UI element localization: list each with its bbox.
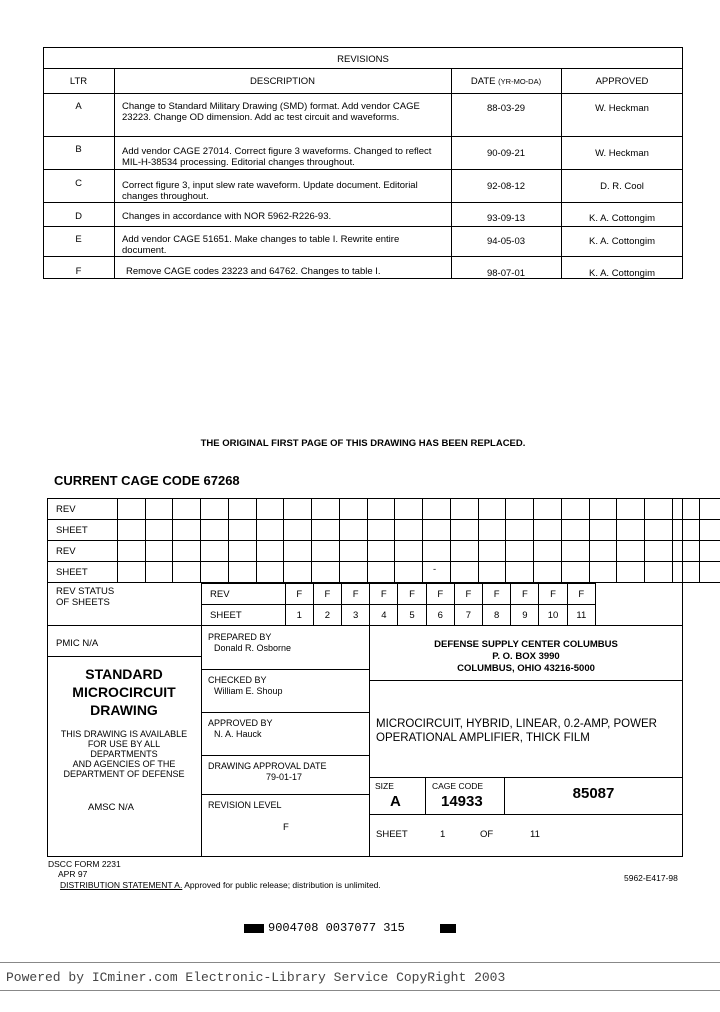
rev-row-date: 88-03-29 xyxy=(486,103,526,114)
sheet-cell: 8 xyxy=(483,605,511,626)
header-date-label: DATE xyxy=(470,76,496,87)
availability-line: DEPARTMENTS xyxy=(90,749,158,759)
drawing-title xyxy=(376,717,657,745)
rev-cell: F xyxy=(370,584,398,605)
document-id: 5962-E417-98 xyxy=(624,873,678,883)
rev-row-description: Add vendor CAGE 51651. Make changes to table I. Rewrite entire document. xyxy=(122,234,400,256)
rev-row-approved: K. A. Cottongim xyxy=(588,236,655,247)
banner-top-line xyxy=(0,962,720,963)
rev-row-description: Remove CAGE codes 23223 and 64762. Changes to table I. xyxy=(126,266,381,277)
rev-status-sheet-row xyxy=(202,605,596,626)
divider xyxy=(43,68,683,69)
divider xyxy=(201,669,369,670)
size-label: SIZE xyxy=(375,781,394,791)
barcode-block-left xyxy=(244,924,264,933)
sheet-label: SHEET xyxy=(376,829,408,840)
header-date xyxy=(451,76,561,87)
of-label: OF xyxy=(480,829,494,840)
divider xyxy=(47,656,201,657)
header-date-format: (YR-MO-DA) xyxy=(498,77,542,86)
rev-cell: F xyxy=(285,584,313,605)
form-id: DSCC FORM 2231 xyxy=(48,859,121,869)
barcode-block-right xyxy=(440,924,456,933)
divider xyxy=(114,68,115,279)
drawing-title-line: OPERATIONAL AMPLIFIER, THICK FILM xyxy=(376,732,590,744)
standard-title xyxy=(47,665,201,719)
rev-row-approved: K. A. Cottongim xyxy=(588,268,655,279)
standard-line: MICROCIRCUIT xyxy=(72,684,176,700)
rev-status-rev-row xyxy=(202,584,596,605)
approval-date: 79-01-17 xyxy=(266,772,303,782)
rev-cell: F xyxy=(313,584,341,605)
size-value: A xyxy=(390,793,401,810)
standard-line: DRAWING xyxy=(90,702,158,718)
upper-status-grid xyxy=(47,498,720,583)
dscc-line: P. O. BOX 3990 xyxy=(492,651,560,662)
divider xyxy=(43,202,683,203)
sheet-cell: 4 xyxy=(370,605,398,626)
divider xyxy=(201,794,369,795)
divider xyxy=(451,68,452,279)
sheet-number: 1 xyxy=(440,829,446,840)
revision-level: F xyxy=(283,822,289,833)
drawing-title-line: MICROCIRCUIT, HYBRID, LINEAR, 0.2-AMP, POWER xyxy=(376,718,657,730)
rev-row-approved: W. Heckman xyxy=(595,148,649,159)
rev-cell: F xyxy=(539,584,567,605)
status-row-sheet xyxy=(48,562,720,583)
divider xyxy=(201,712,369,713)
rev-status-label xyxy=(56,586,114,608)
availability-line: FOR USE BY ALL xyxy=(87,739,161,749)
availability-line: THIS DRAWING IS AVAILABLE xyxy=(60,729,188,739)
rev-row-description: Change to Standard Military Drawing (SMD) format. Add vendor CAGE 23223. Change OD dimension. Add ac test circuit and waveforms. xyxy=(122,101,420,123)
sheet-cell: 2 xyxy=(313,605,341,626)
powered-by: Powered by ICminer.com Electronic-Library Service CopyRight 2003 xyxy=(6,970,506,985)
banner-bottom-line xyxy=(0,990,720,991)
cage-code-value: 14933 xyxy=(441,793,483,810)
pmic-label: PMIC N/A xyxy=(56,638,99,649)
header-description: DESCRIPTION xyxy=(250,76,315,87)
rev-row-date: 93-09-13 xyxy=(486,213,526,224)
sheet-cell: 10 xyxy=(539,605,567,626)
prepared-label: PREPARED BY xyxy=(208,632,272,642)
dscc-line: DEFENSE SUPPLY CENTER COLUMBUS xyxy=(434,639,618,650)
rev-row-ltr: D xyxy=(75,211,82,222)
header-ltr: LTR xyxy=(69,76,88,87)
status-row-label: SHEET xyxy=(48,520,118,541)
rev-cell: F xyxy=(567,584,595,605)
rev-cell: F xyxy=(426,584,454,605)
rev-cell: F xyxy=(483,584,511,605)
status-row-label: REV xyxy=(48,499,118,520)
divider xyxy=(43,256,683,257)
approved-name: N. A. Hauck xyxy=(214,729,262,739)
rev-row-description: Changes in accordance with NOR 5962-R226-93. xyxy=(122,211,332,222)
status-row-rev xyxy=(48,499,720,520)
rev-row-ltr: F xyxy=(75,266,82,277)
rev-status-sheet-label: SHEET xyxy=(202,605,286,626)
rev-cell: F xyxy=(398,584,426,605)
drawing-number: 85087 xyxy=(572,785,615,802)
rev-cell: F xyxy=(511,584,539,605)
rev-status-grid xyxy=(201,583,596,626)
prepared-name: Donald R. Osborne xyxy=(214,643,292,653)
divider xyxy=(369,814,683,815)
rev-row-approved: K. A. Cottongim xyxy=(588,213,655,224)
sheet-cell: 7 xyxy=(454,605,482,626)
rev-row-description: Correct figure 3, input slew rate waveform. Update document. Editorial changes throughout. xyxy=(122,180,418,202)
barcode-number: 9004708 0037077 315 xyxy=(268,921,405,935)
rev-cell: F xyxy=(454,584,482,605)
divider xyxy=(201,755,369,756)
dscc-line: COLUMBUS, OHIO 43216-5000 xyxy=(457,663,595,674)
rev-row-ltr: A xyxy=(75,101,82,112)
checked-label: CHECKED BY xyxy=(208,675,267,685)
divider xyxy=(369,680,683,681)
sheet-cell: 1 xyxy=(285,605,313,626)
divider xyxy=(43,136,683,137)
availability-line: AND AGENCIES OF THE xyxy=(72,759,176,769)
rev-row-date: 92-08-12 xyxy=(486,181,526,192)
rev-row-approved: D. R. Cool xyxy=(600,181,644,192)
rev-row-description: Add vendor CAGE 27014. Correct figure 3 waveforms. Changed to reflect MIL-H-38534 processing. Editorial changes throughout. xyxy=(122,146,432,168)
status-row-label: REV xyxy=(48,541,118,562)
status-row-label: SHEET xyxy=(48,562,118,583)
status-row-sheet xyxy=(48,520,720,541)
sheet-cell: 9 xyxy=(511,605,539,626)
rev-row-ltr: C xyxy=(75,178,82,189)
form-date: APR 97 xyxy=(58,869,88,879)
approved-label: APPROVED BY xyxy=(208,718,273,728)
rev-row-approved: W. Heckman xyxy=(595,103,649,114)
rev-status-line: REV STATUS xyxy=(56,586,115,597)
rev-status-rev-label: REV xyxy=(202,584,286,605)
header-approved: APPROVED xyxy=(595,76,649,87)
distribution-statement xyxy=(60,880,381,891)
sheet-cell: 3 xyxy=(342,605,370,626)
sheet-cell: 5 xyxy=(398,605,426,626)
revisions-title: REVISIONS xyxy=(337,54,389,65)
standard-line: STANDARD xyxy=(85,666,163,682)
replaced-note: THE ORIGINAL FIRST PAGE OF THIS DRAWING HAS BEEN REPLACED. xyxy=(200,438,526,449)
rev-row-date: 90-09-21 xyxy=(486,148,526,159)
availability-line: DEPARTMENT OF DEFENSE xyxy=(63,769,185,779)
dscc-address xyxy=(369,639,683,675)
approval-date-label: DRAWING APPROVAL DATE xyxy=(208,761,327,771)
divider xyxy=(425,777,426,814)
stray-dash: - xyxy=(433,564,437,575)
rev-row-date: 98-07-01 xyxy=(486,268,526,279)
rev-row-ltr: B xyxy=(75,144,82,155)
rev-status-line: OF SHEETS xyxy=(56,597,110,608)
divider xyxy=(43,93,683,94)
availability-note xyxy=(47,729,201,779)
rev-row-date: 94-05-03 xyxy=(486,236,526,247)
divider xyxy=(561,68,562,279)
divider xyxy=(369,777,683,778)
distribution-label: DISTRIBUTION STATEMENT A. xyxy=(60,880,183,890)
amsc-label: AMSC N/A xyxy=(88,802,134,813)
sheet-cell: 11 xyxy=(567,605,595,626)
sheet-total: 11 xyxy=(530,829,540,840)
divider xyxy=(43,169,683,170)
status-row-rev xyxy=(48,541,720,562)
distribution-text: Approved for public release; distribution is unlimited. xyxy=(182,880,381,890)
rev-cell: F xyxy=(342,584,370,605)
sheet-cell: 6 xyxy=(426,605,454,626)
rev-row-ltr: E xyxy=(75,234,82,245)
cage-code-label: CAGE CODE xyxy=(432,781,484,791)
revision-level-label: REVISION LEVEL xyxy=(208,800,282,810)
divider xyxy=(43,226,683,227)
current-cage-code: CURRENT CAGE CODE 67268 xyxy=(54,473,240,488)
checked-name: William E. Shoup xyxy=(214,686,283,696)
divider xyxy=(47,625,683,626)
